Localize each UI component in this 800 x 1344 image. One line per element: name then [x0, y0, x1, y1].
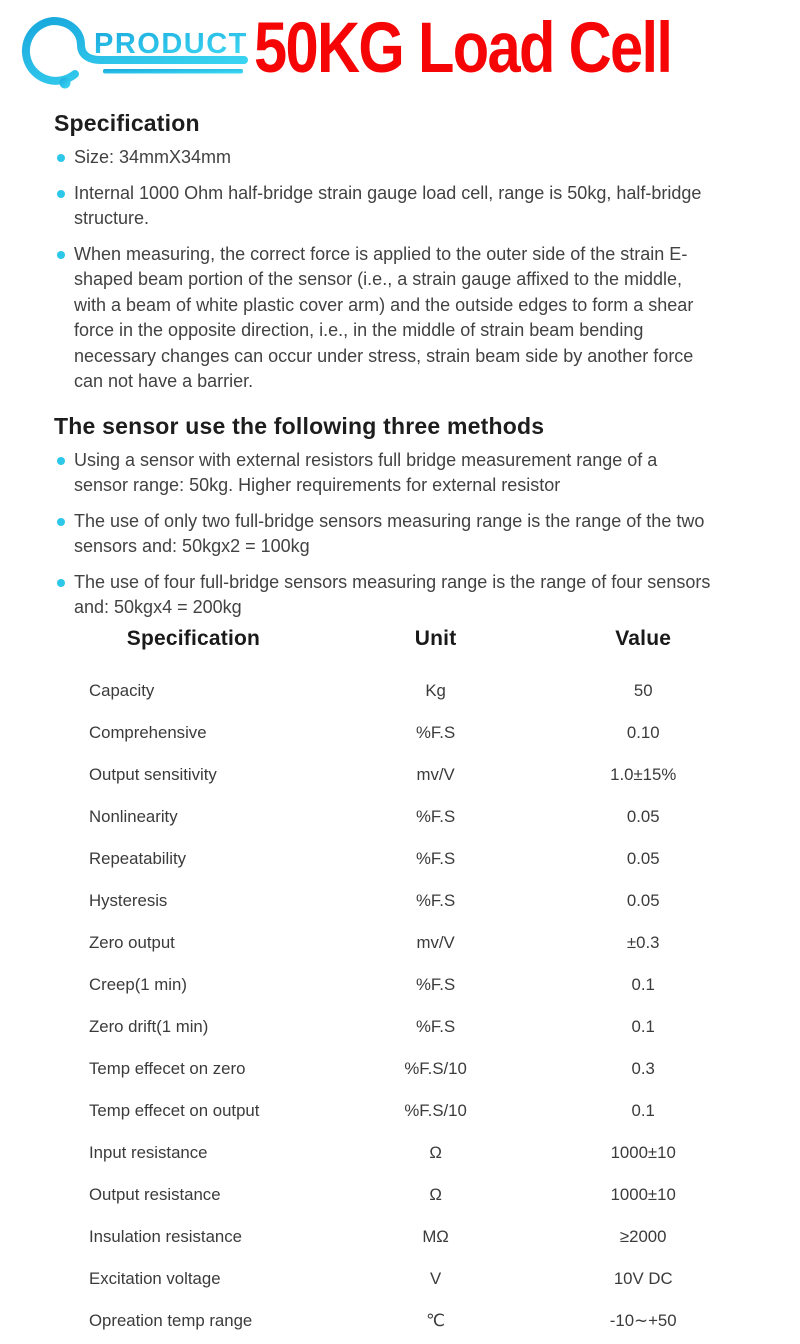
cell-value: 0.05	[626, 848, 660, 868]
column-header-value: Value	[615, 627, 672, 650]
logo-product-text: PRODUCT	[94, 28, 248, 60]
cell-value: 1000±10	[610, 1184, 676, 1204]
cell-specification: Excitation voltage	[89, 1268, 221, 1288]
cell-value: ≥2000	[619, 1226, 667, 1246]
cell-value: 1.0±15%	[610, 764, 677, 784]
cell-specification: Output sensitivity	[89, 764, 217, 784]
bullet-dot-icon	[57, 457, 65, 465]
page-header	[0, 0, 800, 100]
cell-unit: MΩ	[422, 1226, 449, 1246]
table-row	[55, 1299, 747, 1341]
specification-heading: Specification	[54, 110, 200, 136]
table-row	[55, 1005, 747, 1047]
list-item	[54, 570, 716, 621]
methods-bullet-list	[54, 448, 716, 621]
cell-unit: %F.S	[416, 722, 456, 742]
table-row	[55, 879, 747, 921]
table-row	[55, 1047, 747, 1089]
list-item-text: When measuring, the correct force is applied to the outer side of the strain E-shaped beam portion of the sensor (i.e., a strain gauge affixed to the middle, with a beam of white plastic cover arm) and the outside edges to form a shear force in the opposite direction, i.e., in the middle of strain beam bending necessary changes can occur under stress, strain beam side by another force can not have a barrier.	[74, 243, 694, 391]
cell-unit: ℃	[426, 1310, 446, 1330]
table-row	[55, 795, 747, 837]
cell-unit: %F.S	[416, 848, 456, 868]
cell-specification: Comprehensive	[89, 722, 207, 742]
cell-value: 1000±10	[610, 1142, 676, 1162]
table-row	[55, 1257, 747, 1299]
column-header-specification: Specification	[126, 627, 261, 650]
cell-value: 0.1	[631, 1100, 655, 1120]
cell-specification: Temp effecet on zero	[89, 1058, 246, 1078]
cell-unit: %F.S	[416, 1016, 456, 1036]
cell-unit: Ω	[429, 1142, 442, 1162]
cell-specification: Input resistance	[89, 1142, 208, 1162]
table-row	[55, 1215, 747, 1257]
cell-specification: Creep(1 min)	[89, 974, 187, 994]
cell-value: -10∼+50	[609, 1310, 677, 1330]
cell-unit: V	[429, 1268, 442, 1288]
cell-unit: %F.S	[416, 890, 456, 910]
methods-heading: The sensor use the following three methods	[54, 412, 545, 439]
cell-specification: Nonlinearity	[89, 806, 178, 826]
table-row	[55, 669, 747, 711]
specification-bullet-list	[54, 145, 716, 395]
spec-table	[55, 626, 747, 1341]
bullet-dot-icon	[57, 251, 65, 259]
bullet-dot-icon	[57, 154, 65, 162]
bullet-dot-icon	[57, 190, 65, 198]
list-item	[54, 242, 716, 395]
list-item-text: The use of four full-bridge sensors measuring range is the range of four sensors and: 50kgx4 = 200kg	[74, 571, 711, 617]
cell-unit: mv/V	[416, 764, 455, 784]
cell-specification: Insulation resistance	[89, 1226, 242, 1246]
cell-unit: Kg	[425, 680, 446, 700]
spec-table-section	[55, 626, 747, 1341]
cell-specification: Repeatability	[89, 848, 187, 868]
cell-value: ±0.3	[626, 932, 660, 952]
list-item	[54, 448, 716, 499]
table-row	[55, 1131, 747, 1173]
cell-value: 0.05	[626, 806, 660, 826]
cell-specification: Capacity	[89, 680, 155, 700]
bullet-dot-icon	[57, 518, 65, 526]
list-item-text: Using a sensor with external resistors full bridge measurement range of a sensor range: 50kg. Higher requirements for external resistor	[74, 449, 658, 495]
page-title: 50KG Load Cell	[254, 9, 672, 88]
list-item	[54, 509, 716, 560]
cell-unit: Ω	[429, 1184, 442, 1204]
table-row	[55, 753, 747, 795]
table-row	[55, 837, 747, 879]
cell-value: 0.05	[626, 890, 660, 910]
cell-unit: %F.S	[416, 974, 456, 994]
cell-unit: %F.S/10	[404, 1058, 467, 1078]
cell-value: 50	[633, 680, 653, 700]
list-item	[54, 145, 716, 171]
table-row	[55, 963, 747, 1005]
cell-value: 0.1	[631, 1016, 655, 1036]
cell-specification: Temp effecet on output	[89, 1100, 260, 1120]
cell-value: 0.10	[626, 722, 660, 742]
bullet-dot-icon	[57, 579, 65, 587]
table-row	[55, 711, 747, 753]
cell-unit: %F.S/10	[404, 1100, 467, 1120]
table-header-row	[55, 626, 747, 669]
list-item-text: Internal 1000 Ohm half-bridge strain gauge load cell, range is 50kg, half-bridge structure.	[74, 182, 702, 228]
cell-specification: Output resistance	[89, 1184, 221, 1204]
product-logo	[8, 6, 250, 92]
cell-value: 0.1	[631, 974, 655, 994]
cell-value: 10V DC	[613, 1268, 673, 1288]
table-body	[55, 669, 747, 1341]
cell-specification: Hysteresis	[89, 890, 168, 910]
cell-unit: mv/V	[416, 932, 455, 952]
cell-unit: %F.S	[416, 806, 456, 826]
logo-dot-icon	[60, 78, 71, 89]
cell-value: 0.3	[631, 1058, 655, 1078]
table-row	[55, 1089, 747, 1131]
list-item-text: Size: 34mmX34mm	[74, 147, 232, 167]
list-item-text: The use of only two full-bridge sensors measuring range is the range of the two sensors and: 50kgx2 = 100kg	[74, 510, 705, 556]
list-item	[54, 181, 716, 232]
cell-specification: Opreation temp range	[89, 1310, 253, 1330]
cell-specification: Zero output	[89, 932, 175, 952]
main-content	[0, 110, 800, 621]
cell-specification: Zero drift(1 min)	[89, 1016, 209, 1036]
table-row	[55, 1173, 747, 1215]
column-header-unit: Unit	[414, 627, 457, 650]
table-row	[55, 921, 747, 963]
